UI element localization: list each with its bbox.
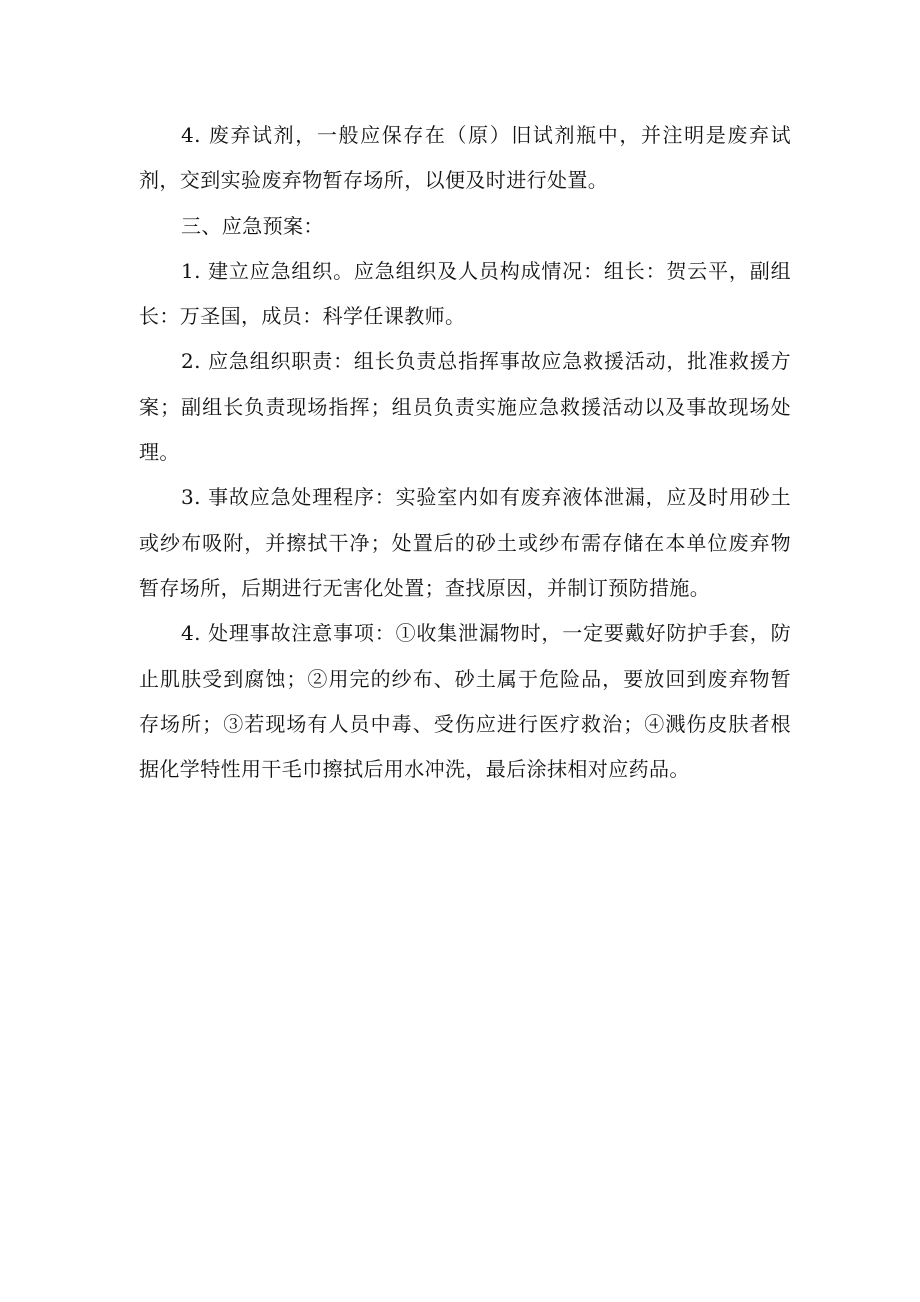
- paragraph-organization-duties: 2. 应急组织职责：组长负责总指挥事故应急救援活动，批准救援方案；副组长负责现场指挥；组员负责实施应急救援活动以及事故现场处理。: [139, 349, 791, 465]
- section-heading-emergency-plan: 三、应急预案：: [181, 213, 324, 238]
- paragraph-emergency-organization: 1. 建立应急组织。应急组织及人员构成情况：组长：贺云平，副组长：万圣国，成员：科学任课教师。: [139, 258, 791, 329]
- paragraph-waste-reagent: 4. 废弃试剂，一般应保存在（原）旧试剂瓶中，并注明是废弃试剂，交到实验废弃物暂存场所，以便及时进行处置。: [139, 123, 791, 193]
- paragraph-precautions: 4. 处理事故注意事项：①收集泄漏物时，一定要戴好防护手套，防止肌肤受到腐蚀；②用完的纱布、砂土属于危险品，要放回到废弃物暂存场所；③若现场有人员中毒、受伤应进行医疗救治；④溅伤皮肤者根据化学特性用干毛巾擦拭后用水冲洗，最后涂抹相对应药品。: [139, 621, 791, 782]
- paragraph-accident-procedure: 3. 事故应急处理程序：实验室内如有废弃液体泄漏，应及时用砂土或纱布吸附，并擦拭干净；处置后的砂土或纱布需存储在本单位废弃物暂存场所，后期进行无害化处置；查找原因，并制订预防措施。: [139, 485, 791, 600]
- document-body: [139, 113, 791, 792]
